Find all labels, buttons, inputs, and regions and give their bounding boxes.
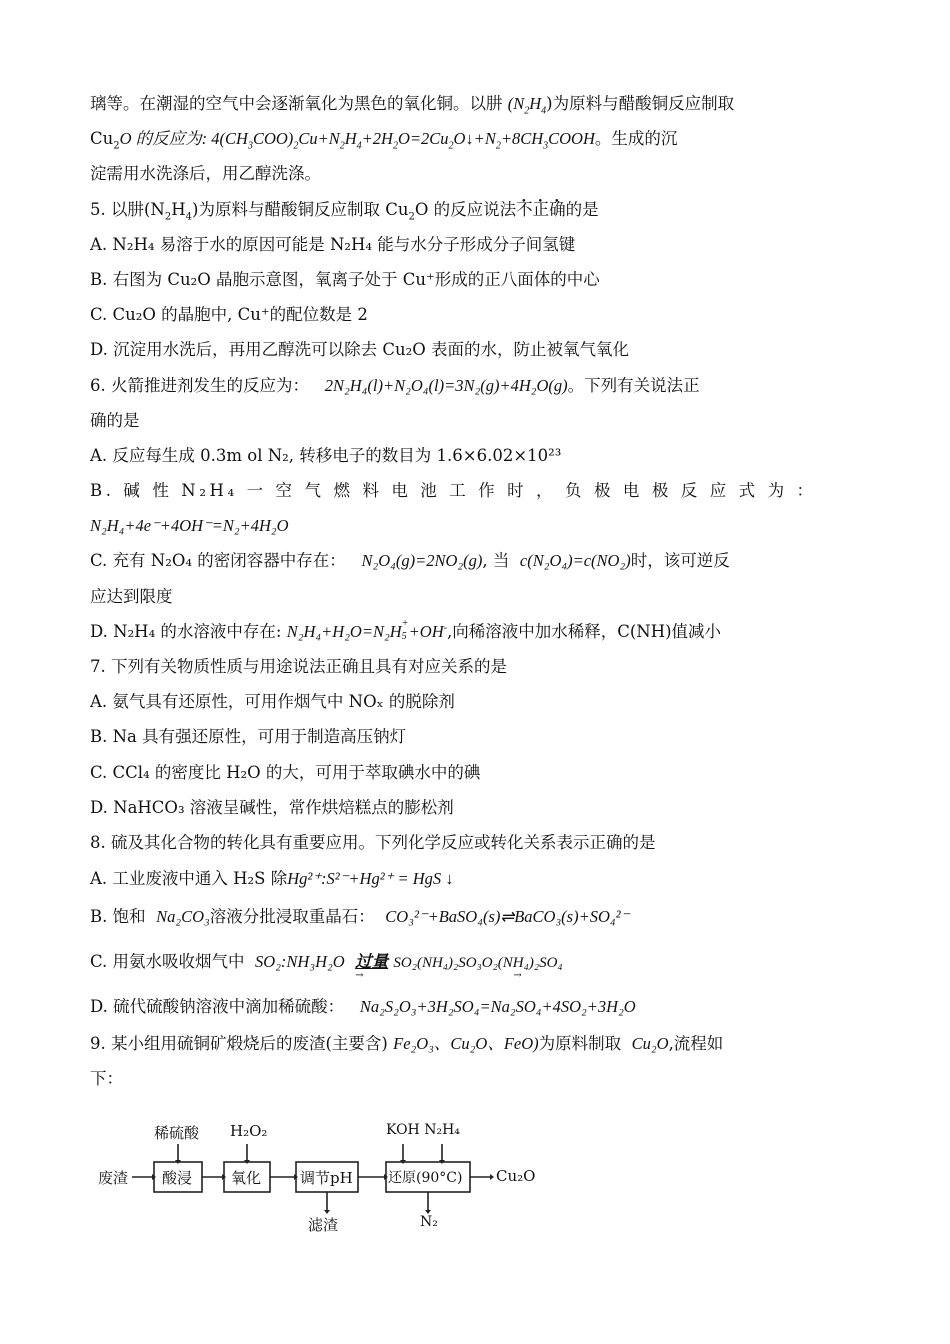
exam-page	[90, 86, 862, 1097]
question-5-option-c: C. Cu₂O 的晶胞中, Cu⁺的配位数是 2	[90, 305, 368, 325]
reaction-equation: 2N₂H₄(l)+N₂O₄(l)=3N₂(g)+4H₂O(g)	[324, 375, 568, 395]
question-6-option-d: D. N₂H₄ 的水溶液中存在: N₂H₄+H₂O=N₂H + 5 +OH-,向稀溶液中加水稀释，C(NH)值减小	[90, 617, 722, 642]
flow-box1-label: 酸浸	[162, 1169, 193, 1187]
question-7-option-b: B. Na 具有强还原性，可用于制造高压钠灯	[90, 727, 407, 747]
question-8-stem: 8. 硫及其化合物的转化具有重要应用。下列化学反应或转化关系表示正确的是	[90, 832, 656, 852]
question-6-option-c-line-1: C. 充有 N₂O₄ 的密闭容器中存在： N₂O₄(g)=2NO₂(g), 当 c(N₂O₄)=c(NO₂)时，该可逆反	[90, 551, 730, 571]
flow-output4-label: N₂	[420, 1214, 438, 1230]
flow-box4-label: 还原(90°C)	[388, 1170, 463, 1186]
flow-box2-label: 氧化	[231, 1169, 262, 1187]
question-8-option-c: C. 用氨水吸收烟气中 SO₂:NH₃H₂O 过量 → SO₂(NH₄)₂SO₃O₂(NH₄)₂SO₄ →	[90, 936, 862, 988]
flow-input2-label: H₂O₂	[230, 1122, 268, 1140]
flow-product-label: Cu₂O	[496, 1167, 536, 1185]
text: 璃等。在潮湿的空气中会逐渐氧化为黑色的氧化铜。以肼	[90, 94, 503, 113]
formula: Na₂CO₃	[156, 907, 210, 927]
formula: SO₂:NH₃H₂O	[255, 952, 345, 972]
excess-label: 过量	[355, 952, 389, 972]
arrow-icon: →	[513, 970, 522, 982]
question-9-stem: 9. 某小组用硫铜矿煅烧后的废渣(主要含) Fe₂O₃、Cu₂O、FeO)为原料制取 Cu₂O,流程如	[90, 1034, 724, 1054]
question-7-option-c: C. CCl₄ 的密度比 H₂O 的大，可用于萃取碘水中的碘	[90, 762, 481, 782]
flow-output3-label: 滤渣	[308, 1216, 339, 1234]
question-5-stem: 5. 以肼$(N_2H_4)$为原料与醋酸铜反应制取 $Cu_2O$ 的反应说法不正确的是	[90, 199, 599, 222]
question-6-stem: 6. 火箭推进剂发生的反应为： 2N₂H₄(l)+N₂O₄(l)=3N₂(g)+4H₂O(g)。下列有关说法正	[90, 375, 700, 395]
flow-feed-label: 废渣	[98, 1169, 129, 1187]
question-6-stem-cont: 确的是	[90, 410, 140, 430]
ionization-equation: N₂H₄+H₂O=N₂H + 5 +OH-	[286, 617, 447, 642]
intro-line-3: 淀需用水洗涤后，用乙醇洗涤。	[90, 164, 321, 184]
reaction-equation: O 的反应为: $4(CH_3COO)_2Cu+N_2H_4+2H_2O=2Cu_2O↓+N_2+8CH_3COOH$	[119, 129, 595, 152]
electrode-equation: N₂H₄+4e⁻+4OH⁻=N₂+4H₂O	[90, 516, 289, 536]
reaction-equation: Na₂S₂O₃+3H₂SO₄=Na₂SO₄+4SO₂+3H₂O	[359, 997, 636, 1017]
intro-line-2	[90, 121, 862, 156]
equilibrium-equation: N₂O₄(g)=2NO₂(g)	[361, 551, 483, 571]
question-9-stem-cont: 下：	[90, 1069, 123, 1089]
question-5-option-a: A. N₂H₄ 易溶于水的原因可能是 N₂H₄ 能与水分子形成分子间氢键	[90, 234, 576, 254]
question-6-option-c-line-2: 应达到限度	[90, 586, 173, 606]
process-flowchart	[90, 1120, 550, 1240]
question-5-option-d: D. 沉淀用水洗后，再用乙醇洗可以除去 Cu₂O 表面的水，防止被氧气氧化	[90, 340, 630, 360]
conversion-chain: SO₂(NH₄)₂SO₃O₂(NH₄)₂SO₄	[393, 955, 563, 972]
condition-formula: c(N₂O₄)=c(NO₂)	[519, 551, 631, 571]
question-6-option-b-line-2	[90, 508, 862, 543]
question-5-option-b: B. 右图为 Cu₂O 晶胞示意图，氧离子处于 Cu⁺形成的正八面体的中心	[90, 269, 600, 289]
flow-input1-label: 稀硫酸	[154, 1124, 200, 1142]
formula: $Cu_2$	[90, 129, 120, 152]
question-8-option-b: B. 饱和 Na₂CO₃溶液分批浸取重晶石： CO₃²⁻+BaSO₄(s)⇌BaCO₃(s)+SO₄²⁻	[90, 907, 630, 927]
question-6-option-a: A. 反应每生成 0.3m ol N₂, 转移电子的数目为 1.6×6.02×10²³	[90, 445, 562, 465]
question-8-option-a: A. 工业废液中通入 H₂S 除Hg²⁺:S²⁻+Hg²⁺ = HgS ↓	[90, 869, 454, 889]
arrow-icon: →	[355, 970, 364, 982]
ionic-equation: Hg²⁺:S²⁻+Hg²⁺ = HgS ↓	[287, 869, 454, 889]
question-6-option-b-line-1: B. 碱 性 N₂H₄ 一 空 气 燃 料 电 池 工 作 时 ， 负 极 电 极 反 应 式 为 ：	[90, 481, 817, 501]
emphasis-char: 不	[516, 199, 533, 219]
ionic-equation: CO₃²⁻+BaSO₄(s)⇌BaCO₃(s)+SO₄²⁻	[385, 907, 630, 927]
text: 。生成的沉	[594, 129, 678, 149]
formula: Fe₂O₃、Cu₂O、FeO)	[393, 1034, 539, 1054]
emphasis-char: 确	[549, 199, 566, 219]
text: )为原料与醋酸铜反应制取	[546, 94, 735, 113]
question-7-stem: 7. 下列有关物质性质与用途说法正确且具有对应关系的是	[90, 657, 507, 676]
flow-input4-label: KOH N₂H₄	[386, 1122, 460, 1138]
question-8-option-d: D. 硫代硫酸钠溶液中滴加稀硫酸： Na₂S₂O₃+3H₂SO₄=Na₂SO₄+4SO₂+3H₂O	[90, 997, 636, 1017]
flow-box3-label: 调节pH	[300, 1169, 353, 1187]
question-7-option-a: A. 氨气具有还原性，可用作烟气中 NOₓ 的脱除剂	[90, 692, 455, 712]
formula: Cu₂O	[631, 1034, 669, 1054]
formula: ($N_2H_4$	[507, 94, 547, 117]
emphasis-char: 正	[532, 199, 550, 219]
question-7-option-d: D. NaHCO₃ 溶液呈碱性，常作烘焙糕点的膨松剂	[90, 797, 454, 817]
intro-line-1	[90, 86, 862, 121]
